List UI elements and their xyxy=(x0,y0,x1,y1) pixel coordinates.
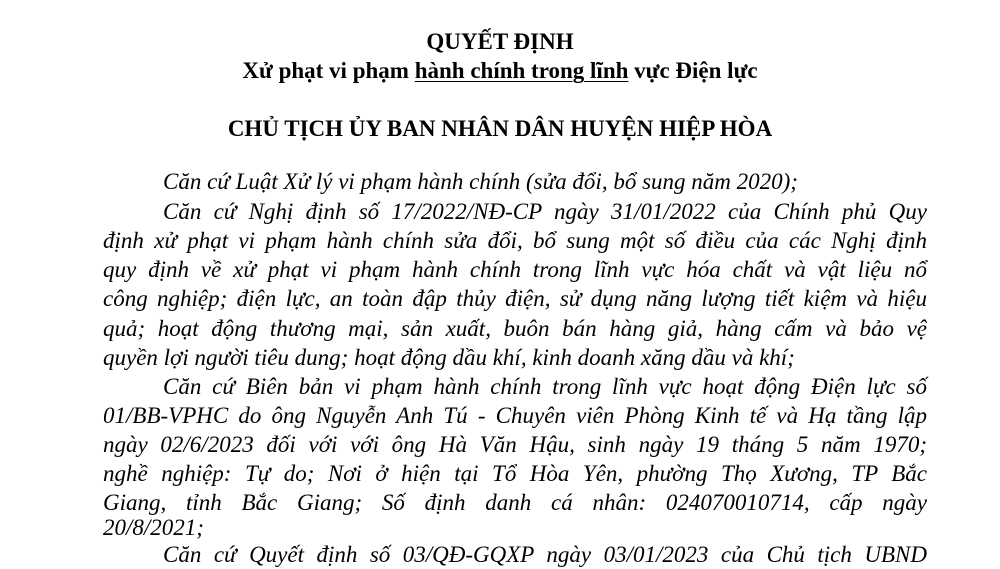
decision-subtitle xyxy=(0,57,1000,85)
body-line-5: công nghiệp; điện lực, an toàn đập thủy điện, sử dụng năng lượng tiết kiệm và hiệu xyxy=(103,286,927,311)
body-line-2: Căn cứ Nghị định số 17/2022/NĐ-CP ngày 31/01/2022 của Chính phủ Quy xyxy=(163,199,927,224)
body-line-12: Giang, tỉnh Bắc Giang; Số định danh cá nhân: 024070010714, cấp ngày xyxy=(103,490,927,515)
body-line-8: Căn cứ Biên bản vi phạm hành chính trong lĩnh vực hoạt động Điện lực số xyxy=(163,374,927,399)
body-line-6: quả; hoạt động thương mại, sản xuất, buôn bán hàng giả, hàng cấm và bảo vệ xyxy=(103,316,927,341)
body-line-13: 20/8/2021; xyxy=(103,515,204,540)
body-line-4: quy định về xử phạt vi phạm hành chính trong lĩnh vực hóa chất và vật liệu nổ xyxy=(103,257,927,282)
decision-title: QUYẾT ĐỊNH xyxy=(426,29,574,54)
body-line-11: nghề nghiệp: Tự do; Nơi ở hiện tại Tổ Hòa Yên, phường Thọ Xương, TP Bắc xyxy=(103,461,927,486)
body-line-7: quyền lợi người tiêu dung; hoạt động dầu khí, kinh doanh xăng dầu và khí; xyxy=(103,345,795,370)
body-line-3: định xử phạt vi phạm hành chính sửa đổi, bổ sung một số điều của các Nghị định xyxy=(103,228,927,253)
subtitle-text-underlined: hành chính trong lĩnh xyxy=(414,58,629,83)
body-line-14: Căn cứ Quyết định số 03/QĐ-GQXP ngày 03/01/2023 của Chủ tịch UBND xyxy=(163,542,927,567)
subtitle-text-start: Xử phạt vi phạm xyxy=(242,58,415,83)
subtitle-text-end: vực Điện lực xyxy=(628,58,758,83)
body-line-10: ngày 02/6/2023 đối với với ông Hà Văn Hậu, sinh ngày 19 tháng 5 năm 1970; xyxy=(103,432,927,457)
body-line-1: Căn cứ Luật Xử lý vi phạm hành chính (sửa đổi, bổ sung năm 2020); xyxy=(163,169,798,194)
body-line-9: 01/BB-VPHC do ông Nguyễn Anh Tú - Chuyên viên Phòng Kinh tế và Hạ tầng lập xyxy=(103,403,927,428)
issuing-authority: CHỦ TỊCH ỦY BAN NHÂN DÂN HUYỆN HIỆP HÒA xyxy=(227,116,773,141)
